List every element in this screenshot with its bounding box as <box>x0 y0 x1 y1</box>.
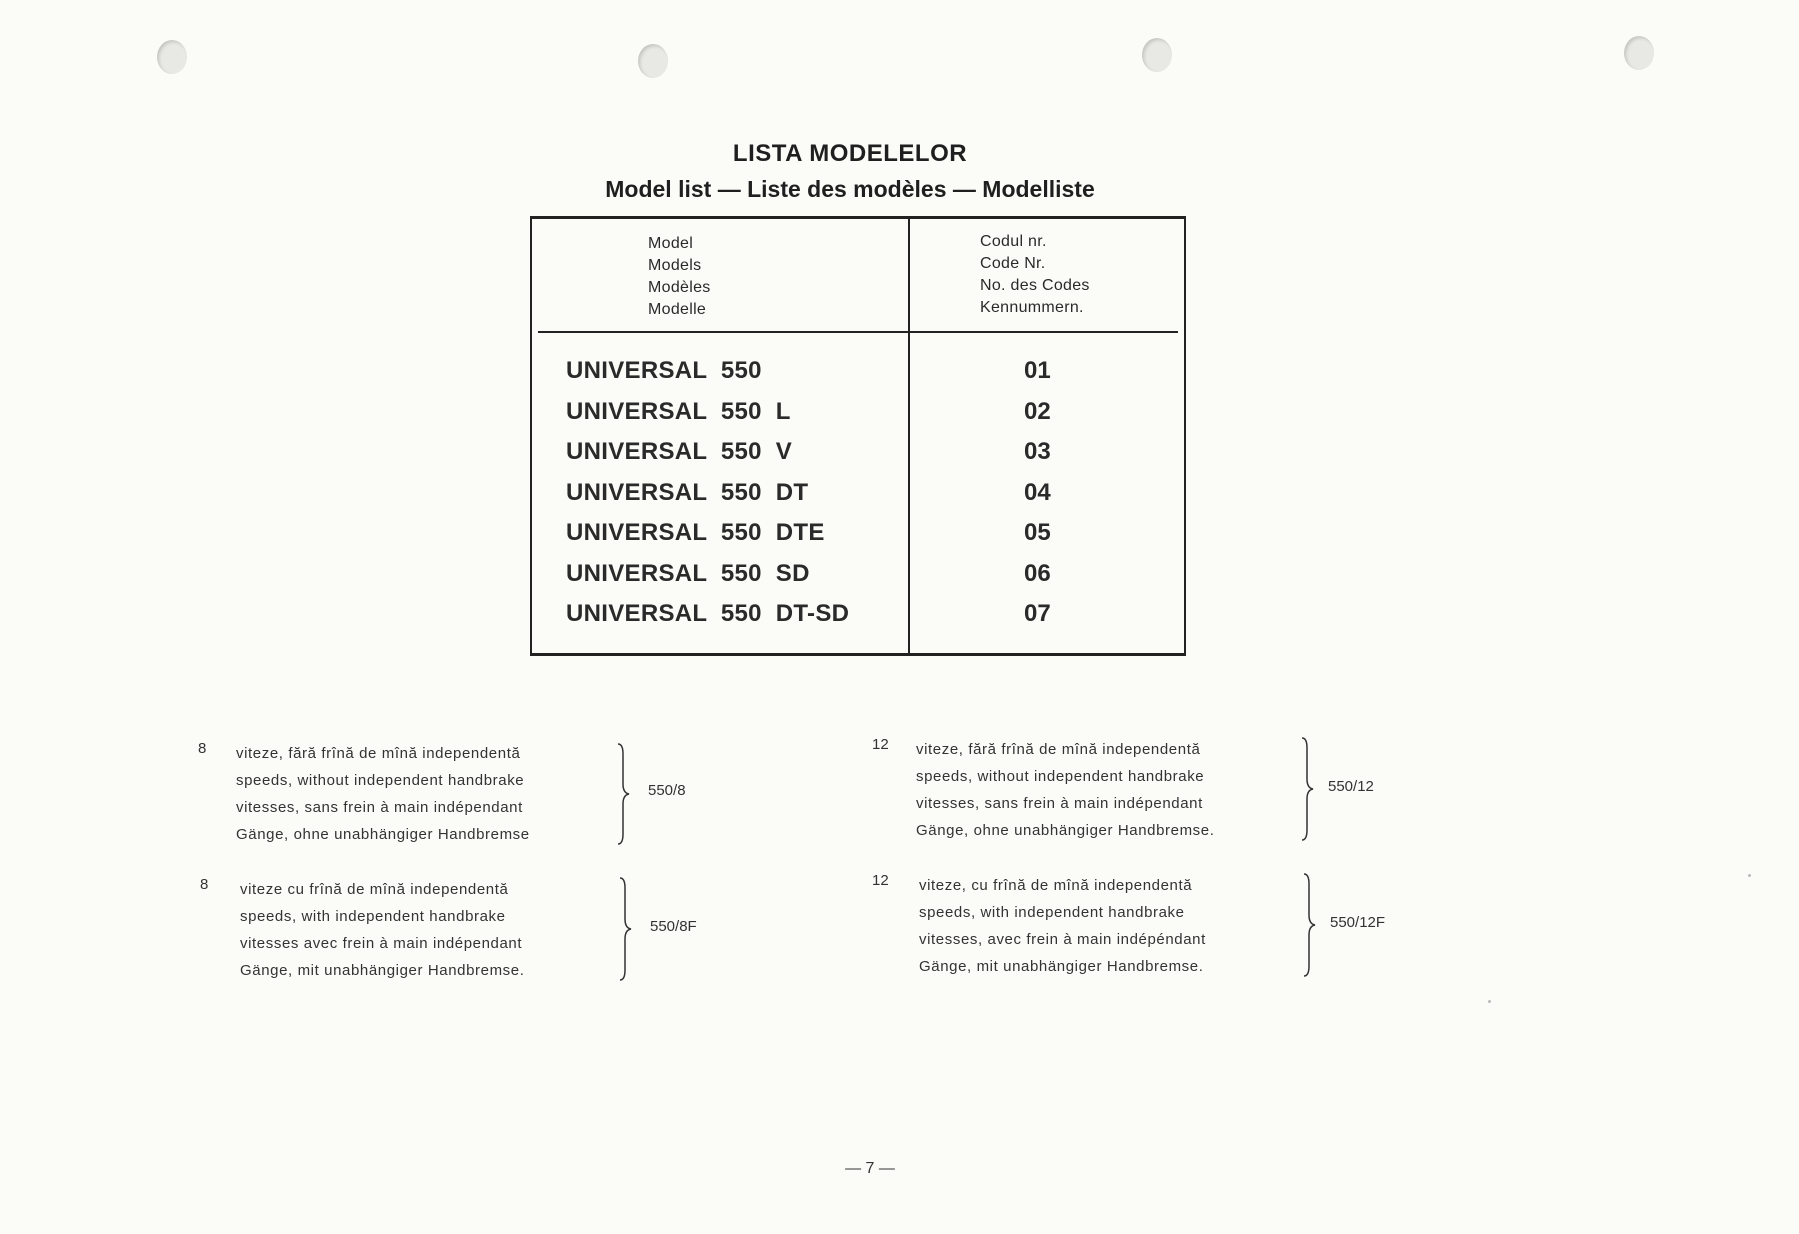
header-line: Codul nr. <box>980 233 1047 250</box>
curly-brace-icon <box>1300 872 1320 978</box>
description-line: viteze, fără frînă de mînă independentă <box>916 741 1201 758</box>
model-code-label: 550/12F <box>1330 914 1386 931</box>
model-column-header <box>648 233 711 321</box>
description-line: viteze, fără frînă de mînă independentă <box>236 745 521 762</box>
model-name: UNIVERSAL 550 SD <box>566 559 810 587</box>
punch-hole <box>157 40 187 74</box>
description-line: vitesses, sans frein à main indépendant <box>236 799 523 816</box>
model-name: UNIVERSAL 550 <box>566 357 762 384</box>
table-body <box>566 357 1166 641</box>
model-name: UNIVERSAL 550 DTE <box>566 519 825 546</box>
page-title: LISTA MODELELOR <box>732 140 968 167</box>
model-code: 01 <box>1024 357 1051 384</box>
table-row <box>566 357 1166 398</box>
header-line: No. des Codes <box>980 277 1090 294</box>
model-code-label: 550/12 <box>1328 778 1374 795</box>
table-row <box>566 398 1166 439</box>
gear-description <box>919 872 1206 980</box>
description-line: speeds, with independent handbrake <box>240 908 506 925</box>
punch-hole <box>638 44 668 78</box>
header-line: Modelle <box>648 301 707 318</box>
model-code-label: 550/8F <box>650 918 697 935</box>
gear-description <box>240 876 525 984</box>
table-row <box>566 519 1166 560</box>
code-column-header <box>980 231 1090 319</box>
header-line: Modèles <box>648 279 711 296</box>
gear-count: 12 <box>872 872 889 889</box>
description-line: speeds, without independent handbrake <box>236 772 525 789</box>
gear-option-group <box>198 876 718 986</box>
description-line: vitesses, sans frein à main indépendant <box>916 795 1203 812</box>
description-line: speeds, with independent handbrake <box>919 904 1185 921</box>
model-code: 03 <box>1024 438 1051 465</box>
paper-speck <box>1488 1000 1491 1003</box>
punch-hole <box>1142 38 1172 72</box>
description-line: vitesses, avec frein à main indépéndant <box>919 931 1206 948</box>
gear-description <box>916 736 1214 844</box>
description-line: Gänge, mit unabhängiger Handbremse. <box>919 958 1204 975</box>
model-name: UNIVERSAL 550 DT-SD <box>566 600 850 627</box>
model-name: UNIVERSAL 550 DT <box>566 478 809 506</box>
gear-count: 12 <box>872 736 889 753</box>
description-line: Gänge, ohne unabhängiger Handbremse <box>236 826 530 843</box>
curly-brace-icon <box>616 876 636 982</box>
description-line: Gänge, ohne unabhängiger Handbremse. <box>916 822 1215 839</box>
model-code-label: 550/8 <box>648 782 686 799</box>
header-line: Model <box>648 235 694 252</box>
header-line: Models <box>648 257 702 274</box>
curly-brace-icon <box>614 742 634 846</box>
model-code: 04 <box>1024 478 1051 506</box>
table-row <box>566 560 1166 601</box>
table-row <box>566 479 1166 520</box>
description-line: viteze, cu frînă de mînă independentă <box>919 877 1193 894</box>
paper-speck <box>1748 874 1751 877</box>
model-code: 07 <box>1024 600 1051 627</box>
model-code: 06 <box>1024 559 1051 587</box>
description-line: Gänge, mit unabhängiger Handbremse. <box>240 962 525 979</box>
gear-option-group <box>196 740 716 850</box>
model-code: 05 <box>1024 519 1051 546</box>
header-line: Kennummern. <box>980 299 1084 316</box>
gear-option-group <box>870 736 1410 846</box>
table-row <box>566 438 1166 479</box>
gear-description <box>236 740 530 848</box>
table-row <box>566 600 1166 641</box>
gear-count: 8 <box>200 876 209 893</box>
header-line: Code Nr. <box>980 255 1046 272</box>
model-table <box>530 216 1186 656</box>
page-subtitle: Model list — Liste des modèles — Modelliste <box>605 176 1095 202</box>
model-name: UNIVERSAL 550 L <box>566 397 791 425</box>
gear-count: 8 <box>198 740 207 757</box>
punch-hole <box>1624 36 1654 70</box>
gear-option-group <box>872 872 1412 982</box>
model-name: UNIVERSAL 550 V <box>566 438 793 465</box>
description-line: speeds, without independent handbrake <box>916 768 1205 785</box>
model-code: 02 <box>1024 397 1051 425</box>
description-line: viteze cu frînă de mînă independentă <box>240 881 509 898</box>
description-line: vitesses avec frein à main indépendant <box>240 935 523 952</box>
curly-brace-icon <box>1298 736 1318 842</box>
page-number: — 7 — <box>845 1160 895 1177</box>
header-divider <box>538 331 1178 333</box>
